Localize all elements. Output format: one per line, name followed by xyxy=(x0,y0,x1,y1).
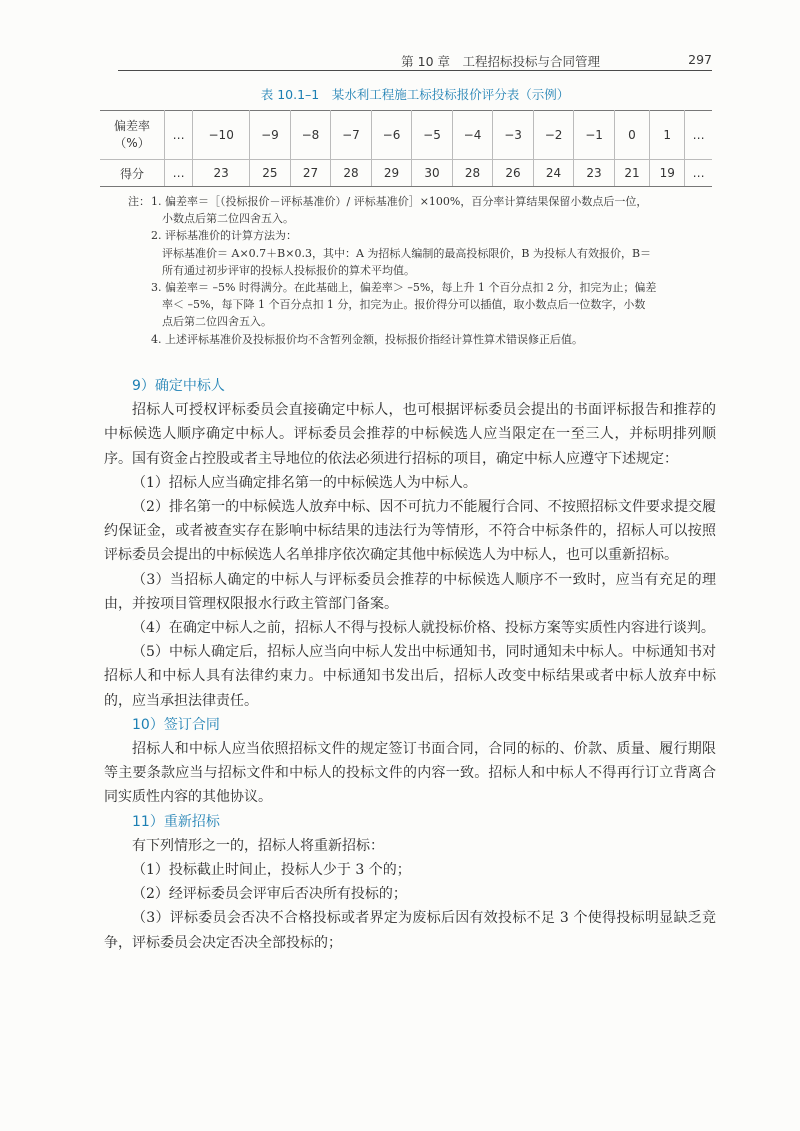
table-cell: … xyxy=(165,160,193,187)
page-header xyxy=(118,40,712,71)
table-cell: −4 xyxy=(452,111,493,160)
list-item: （1）招标人应当确定排名第一的中标候选人为中标人。 xyxy=(132,474,477,491)
table-cell: −8 xyxy=(290,111,331,160)
table-cell: −3 xyxy=(493,111,534,160)
paragraph: 招标人和中标人应当依照招标文件的规定签订书面合同，合同的标的、价款、质量、履行期限等主要条款应当与招标文件和中标人的投标文件的内容一致。招标人和中标人不得再行订立背离合同实质性内容的其他协议。 xyxy=(104,741,716,806)
list-item: （3）评标委员会否决不合格投标或者界定为废标后因有效投标不足 3 个使得投标明显缺乏竞争，评标委员会决定否决全部投标的； xyxy=(104,910,716,951)
notes-label: 注： xyxy=(128,195,150,208)
note-2: 2. 评标基准价的计算方法为： 评标基准价＝ A×0.7＋B×0.3，其中：A 为招标人编制的最高投标限价，B 为投标人有效报价，B＝ 所有通过初步评审的投标人投标报价的算术平均值。 xyxy=(151,229,652,277)
table-cell: 27 xyxy=(290,160,331,187)
table-cell: −10 xyxy=(193,111,250,160)
section-title-10: 10）签订合同 xyxy=(132,716,220,733)
score-table xyxy=(100,110,712,187)
table-cell: 28 xyxy=(331,160,372,187)
table-cell: 25 xyxy=(250,160,291,187)
table-row xyxy=(100,111,712,160)
table-cell: 23 xyxy=(193,160,250,187)
table-cell: 30 xyxy=(412,160,453,187)
row-header-score: 得分 xyxy=(100,160,165,187)
table-cell: 24 xyxy=(533,160,574,187)
table-cell: 23 xyxy=(574,160,615,187)
table-cell: −6 xyxy=(371,111,412,160)
table-cell: 19 xyxy=(650,160,685,187)
list-item: （1）投标截止时间止，投标人少于 3 个的； xyxy=(132,862,411,879)
section-title-11: 11）重新招标 xyxy=(132,813,220,830)
table-cell: 1 xyxy=(650,111,685,160)
table-cell: … xyxy=(685,111,712,160)
paragraph: 有下列情形之一的，招标人将重新招标： xyxy=(132,837,384,854)
list-item: （2）排名第一的中标候选人放弃中标、因不可抗力不能履行合同、不按照招标文件要求提交履约保证金，或者被查实存在影响中标结果的违法行为等情形，不符合中标条件的，招标人可以按照评标委员会提出的中标候选人名单排序依次确定其他中标候选人为中标人，也可以重新招标。 xyxy=(104,499,716,564)
body-text xyxy=(104,374,716,955)
table-cell: 0 xyxy=(614,111,649,160)
table-cell: −2 xyxy=(533,111,574,160)
note-3: 3. 偏差率＝ –5% 时得满分。在此基础上，偏差率＞ –5%，每上升 1 个百分点扣 2 分，扣完为止；偏差 率＜ –5%，每下降 1 个百分点扣 1 分，扣完为止。报价得分可以插值，取小数点后一位数字，小数 点后第二位四舍五入。 xyxy=(151,281,657,329)
section-title-9: 9）确定中标人 xyxy=(132,378,225,394)
note-1: 1. 偏差率＝［（投标报价－评标基准价）/ 评标基准价］×100%，百分率计算结果保留小数点后一位， 小数点后第二位四舍五入。 xyxy=(151,195,648,226)
row-header-deviation: 偏差率 （%） xyxy=(100,111,165,160)
table-title: 表 10.1–1 某水利工程施工标投标报价评分表（示例） xyxy=(260,87,570,102)
table-cell: 28 xyxy=(452,160,493,187)
table-cell: −5 xyxy=(412,111,453,160)
table-cell: 29 xyxy=(371,160,412,187)
table-cell: … xyxy=(685,160,712,187)
list-item: （3）当招标人确定的中标人与评标委员会推荐的中标候选人顺序不一致时，应当有充足的理由，并按项目管理权限报水行政主管部门备案。 xyxy=(104,571,716,612)
table-cell: 21 xyxy=(614,160,649,187)
list-item: （4）在确定中标人之前，招标人不得与投标人就投标价格、投标方案等实质性内容进行谈判。 xyxy=(132,620,715,637)
paragraph: 招标人可授权评标委员会直接确定中标人，也可根据评标委员会提出的书面评标报告和推荐的中标候选人顺序确定中标人。评标委员会推荐的中标候选人应当限定在一至三人，并标明排列顺序。国有资金占控股或者主导地位的依法必须进行招标的项目，确定中标人应遵守下述规定： xyxy=(104,402,716,467)
list-item: （5）中标人确定后，招标人应当向中标人发出中标通知书，同时通知未中标人。中标通知书对招标人和中标人具有法律约束力。中标通知书发出后，招标人改变中标结果或者中标人放弃中标的，应当承担法律责任。 xyxy=(104,644,716,709)
table-cell: −7 xyxy=(331,111,372,160)
chapter-title: 第 10 章 工程招标投标与合同管理 xyxy=(401,54,600,69)
table-cell: … xyxy=(165,111,193,160)
page-number: 297 xyxy=(688,52,712,67)
table-notes xyxy=(128,193,712,348)
table-cell: −9 xyxy=(250,111,291,160)
table-cell: −1 xyxy=(574,111,615,160)
table-row xyxy=(100,160,712,187)
note-4: 4. 上述评标基准价及投标报价均不含暂列金额，投标报价指经计算性算术错误修正后值。 xyxy=(151,332,583,346)
table-cell: 26 xyxy=(493,160,534,187)
list-item: （2）经评标委员会评审后否决所有投标的； xyxy=(132,886,407,903)
